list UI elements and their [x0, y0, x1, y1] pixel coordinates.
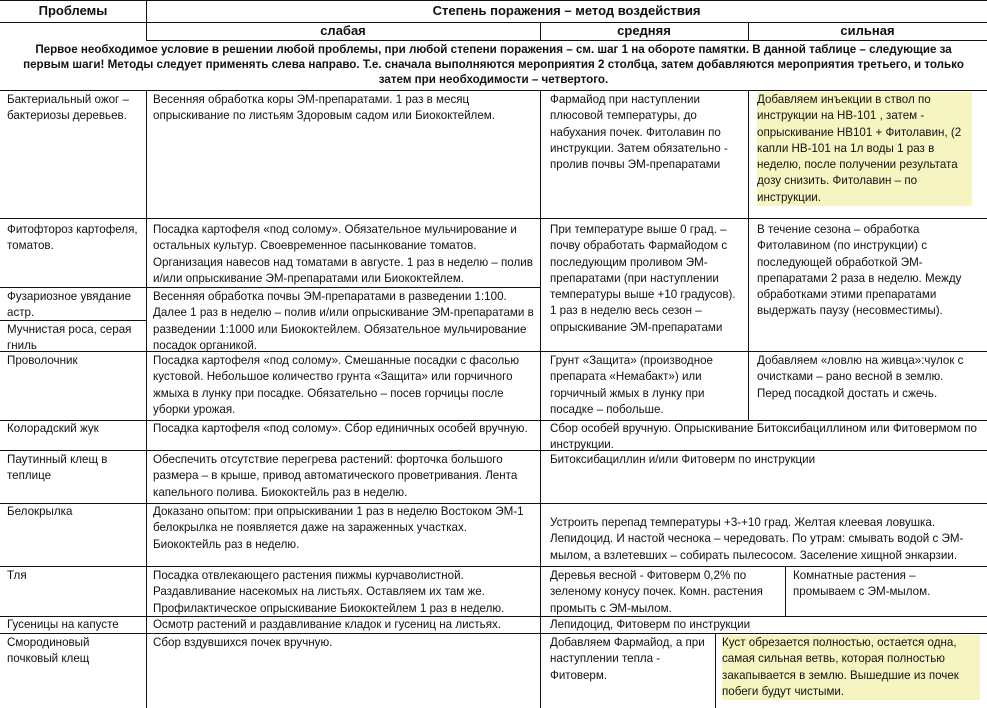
- problem-bacterial: Бактериальный ожог – бактериозы деревьев.: [7, 93, 129, 123]
- grid-line: [0, 351, 987, 352]
- problem-aphid: Тля: [7, 569, 27, 582]
- problem-currant: Смородиновый почковый клещ: [7, 636, 90, 666]
- problem-fusarium: Фузариозное увядание астр.: [7, 290, 132, 320]
- medium-whitefly: Устроить перепад температуры +3-+10 град. Желтая клеевая ловушка. Лепидоцид. И настой чеснока – чередовать. По утрам: смывать водой с ЭМ-мылом, а взлетевших – собирать пылесосом. Заселение хищной энкарзии.: [550, 516, 964, 562]
- problem-beetle: Колорадский жук: [7, 422, 99, 435]
- grid-line: [0, 566, 987, 567]
- strong-fungal: В течение сезона – обработка Фитолавином (по инструкции) с последующей обработкой ЭМ-препаратами 2 раза в неделю. Между обработками этими препаратами выдержать паузу (несовместимы).: [757, 223, 962, 318]
- problem-mite: Паутинный клещ в теплице: [7, 453, 108, 483]
- medium-currant: Добавляем Фармайод, а при наступлении тепла - Фитоверм.: [550, 636, 705, 682]
- weak-fusarium: Весенняя обработка почвы ЭМ-препаратами в разведении 1:100. Далее 1 раз в неделю – полив и/или опрыскивание ЭМ-препаратами в разведении 1:1000 или Биококтейлем. Обязательное мульчирование посадок органикой.: [153, 290, 534, 351]
- medium-mite: Битоксибациллин и/или Фитоверм по инструкции: [550, 453, 816, 466]
- strong-currant: Куст обрезается полностью, остается одна, самая сильная ветвь, которая полностью закапывается в землю. Вышедшие из почек побеги будут чистыми.: [722, 635, 980, 700]
- strong-wireworm: Добавляем «ловлю на живца»:чулок с очистками – рано весной в землю. Перед посадкой достать и сжечь.: [757, 354, 964, 400]
- weak-whitefly: Доказано опытом: при опрыскивании 1 раз в неделю Востоком ЭМ-1 белокрылка не появляется даже на зараженных участках. Биококтейль раз в неделю.: [153, 505, 524, 551]
- instruction-note: Первое необходимое условие в решении любой проблемы, при любой степени поражения – см. шаг 1 на обороте памятки. В данной таблице – следующие за первым шаги! Методы следует применять слева направо. Т.е. сначала выполняются мероприятия 2 столбца, затем добавляются мероприятия третьего, и только затем при необходимости – четвертого.: [23, 43, 964, 86]
- grid-line: [748, 90, 749, 420]
- weak-phytophthora: Посадка картофеля «под солому». Обязательное мульчирование и остальных культур. Своевременное пасынкование томатов. Организация навесов над томатами в августе. 1 раз в неделю – полив и/или опрыскивание ЭМ-препаратами или Биококтейлем.: [153, 223, 533, 285]
- problem-phytophthora: Фитофтороз картофеля, томатов.: [7, 223, 138, 253]
- header-medium: средняя: [617, 23, 671, 38]
- header-degree: Степень поражения – метод воздействия: [432, 3, 701, 18]
- medium-beetle: Сбор особей вручную. Опрыскивание Битоксибациллином или Фитовермом по инструкции.: [550, 422, 977, 452]
- problem-whitefly: Белокрылка: [7, 505, 73, 518]
- medium-aphid: Деревья весной - Фитоверм 0,2% по зеленому конусу почек. Комн. растения промыть с ЭМ-мылом.: [550, 569, 763, 615]
- grid-line: [0, 90, 987, 91]
- medium-fungal: При температуре выше 0 град. – почву обработать Фармайодом с последующим проливом ЭМ-препаратами (при наступлении температуры выше +10 градусов). 1 раз в неделю весь сезон – опрыскивание ЭМ-препаратами: [550, 223, 736, 334]
- medium-caterpillar: Лепидоцид, Фитоверм по инструкции: [550, 618, 751, 631]
- problem-caterpillar: Гусеницы на капусте: [7, 618, 119, 631]
- grid-line: [0, 0, 987, 1]
- grid-line: [146, 40, 987, 41]
- weak-wireworm: Посадка картофеля «под солому». Смешанные посадки с фасолью кустовой. Небольшое количество грунта «Защита» или горчичного жмыха в лунку при посадке. Обязательно – посев горчицы после уборки урожая.: [153, 354, 520, 416]
- weak-mite: Обеспечить отсутствие перегрева растений: форточка большого размера – в крыше, привод автоматического проветривания. Лента капельного полива. Биококтейль раз в неделю.: [153, 453, 518, 499]
- weak-aphid: Посадка отвлекающего растения пижмы курчаволистной. Раздавливание насекомых на листьях. Оставляем их там же. Профилактическое опрыскивание Биококтейлем 1 раз в неделю.: [153, 569, 505, 615]
- grid-line: [715, 633, 716, 708]
- grid-line: [146, 90, 147, 708]
- grid-line: [785, 566, 786, 616]
- medium-bacterial: Фармайод при наступлении плюсовой температуры, до набухания почек. Фитолавин по инструкции. Затем обязательно - пролив почвы ЭМ-препаратами: [550, 93, 728, 172]
- header-weak: слабая: [320, 23, 366, 38]
- weak-caterpillar: Осмотр растений и раздавливание кладок и гусениц на листьях.: [153, 618, 502, 631]
- grid-line: [0, 218, 987, 219]
- grid-line: [540, 90, 541, 708]
- header-problems: Проблемы: [38, 3, 108, 18]
- header-strong: сильная: [840, 23, 895, 38]
- medium-wireworm: Грунт «Защита» (производное препарата «Немабакт») или горчичный жмых в лунку при посадке – побольше.: [550, 354, 713, 416]
- strong-aphid: Комнатные растения – промываем с ЭМ-мылом.: [793, 569, 931, 599]
- weak-currant: Сбор вздувшихся почек вручную.: [153, 636, 333, 649]
- weak-beetle: Посадка картофеля «под солому». Сбор единичных особей вручную.: [153, 422, 528, 435]
- weak-bacterial: Весенняя обработка коры ЭМ-препаратами. 1 раз в месяц опрыскивание по листьям Здоровым садом или Биококтейлем.: [153, 93, 495, 123]
- strong-bacterial: Добавляем инъекции в ствол по инструкции на НВ-101 , затем - опрыскивание НВ101 + Фитолавин, (2 капли НВ-101 на 1л воды 1 раз в неделю, после получении результата дозу снизить. Фитолавин – по инструкции.: [757, 92, 972, 206]
- problem-mildew: Мучнистая роса, серая гниль: [7, 323, 132, 353]
- grid-line: [0, 287, 540, 288]
- problem-wireworm: Проволочник: [7, 354, 78, 367]
